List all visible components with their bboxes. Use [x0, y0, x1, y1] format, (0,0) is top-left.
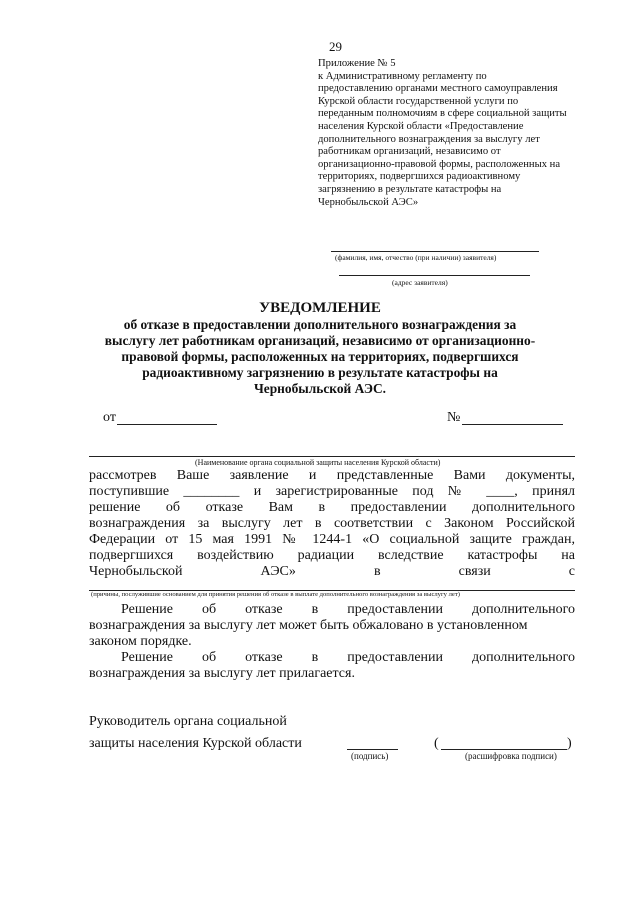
applicant-name-line: [331, 251, 539, 252]
authority-caption: (Наименование органа социальной защиты населения Курской области): [195, 458, 441, 467]
appendix-line: Чернобыльской АЭС»: [318, 196, 419, 208]
appeal-text-line: вознаграждения за выслугу лет может быть обжаловано в установленном: [89, 618, 528, 633]
appendix-line: Курской области государственной услуги по: [318, 95, 519, 107]
applicant-address-caption: (адрес заявителя): [392, 278, 448, 287]
subtitle-line: выслугу лет работникам организаций, независимо от организационно-: [104, 333, 536, 348]
decoding-line: [441, 749, 567, 750]
date-line: [117, 424, 217, 425]
appendix-line: дополнительного вознаграждения за выслугу лет: [318, 133, 540, 145]
attach-text-line: вознаграждения за выслугу лет прилагается.: [89, 666, 355, 681]
authority-line: [89, 456, 575, 457]
page-number: 29: [329, 39, 342, 54]
subtitle-line: об отказе в предоставлении дополнительного вознаграждения за: [123, 317, 517, 332]
subtitle-line: радиоактивному загрязнению в результате катастрофы на: [142, 365, 498, 380]
main-text-line: рассмотрев Ваше заявление и представленные Вами документы,: [89, 468, 575, 483]
signature-caption: (подпись): [351, 751, 389, 761]
main-text-line: подвергшихся воздействию радиации вследствие катастрофы на: [89, 548, 575, 563]
appendix-line: населения Курской области «Предоставление: [318, 120, 524, 132]
attach-text-line: Решение об отказе в предоставлении дополнительного: [121, 650, 575, 665]
main-text-line: вознаграждения за выслугу лет в соответствии с Законом Российской: [89, 516, 575, 531]
decoding-close-paren: ): [567, 736, 572, 751]
reasons-caption: (причины, послужившие основанием для принятия решения об отказе в выплате дополнительного вознаграждения за выслугу лет): [91, 591, 460, 598]
number-label: №: [447, 410, 461, 425]
number-line: [462, 424, 563, 425]
appendix-line: Приложение № 5: [318, 58, 396, 69]
decoding-caption: (расшифровка подписи): [465, 751, 557, 761]
signature-line: [347, 749, 398, 750]
subtitle-line: Чернобыльской АЭС.: [253, 381, 387, 396]
decoding-open-paren: (: [434, 736, 439, 751]
signer-position-line2: защиты населения Курской области: [89, 736, 302, 751]
subtitle-line: правовой формы, расположенных на территориях, подвергшихся: [121, 349, 519, 364]
appendix-line: к Административному регламенту по: [318, 70, 487, 82]
applicant-name-caption: (фамилия, имя, отчество (при наличии) заявителя): [335, 253, 497, 262]
appendix-line: загрязнению в результате катастрофы на: [318, 183, 502, 195]
appeal-text-line: Решение об отказе в предоставлении дополнительного: [121, 602, 575, 617]
document-subtitle: [60, 317, 580, 397]
document-title: УВЕДОМЛЕНИЕ: [259, 300, 381, 316]
appeal-text-line: законом порядке.: [89, 634, 192, 649]
appendix-line: предоставлению органами местного самоуправления: [318, 83, 558, 95]
date-from-label: от: [103, 410, 116, 425]
appendix-block: [318, 58, 603, 209]
signer-position-line1: Руководитель органа социальной: [89, 714, 287, 729]
appendix-line: организационно-правовой формы, расположенных на: [318, 158, 561, 170]
appendix-line: переданным полномочиям в сфере социальной защиты: [318, 108, 567, 120]
appendix-line: работникам организаций, независимо от: [318, 146, 501, 158]
applicant-address-line: [339, 275, 530, 276]
appendix-line: территориях, подвергшихся радиоактивному: [318, 171, 521, 183]
main-text-line: Федерации от 15 мая 1991 № 1244-1 «О социальной защите граждан,: [89, 532, 575, 547]
main-text-line: решение об отказе Вам в предоставлении дополнительного: [89, 500, 575, 515]
main-text-line: Чернобыльской АЭС» в связи с: [89, 564, 575, 579]
main-text-line: поступившие ________ и зарегистрированные под № ____, принял: [89, 484, 575, 499]
